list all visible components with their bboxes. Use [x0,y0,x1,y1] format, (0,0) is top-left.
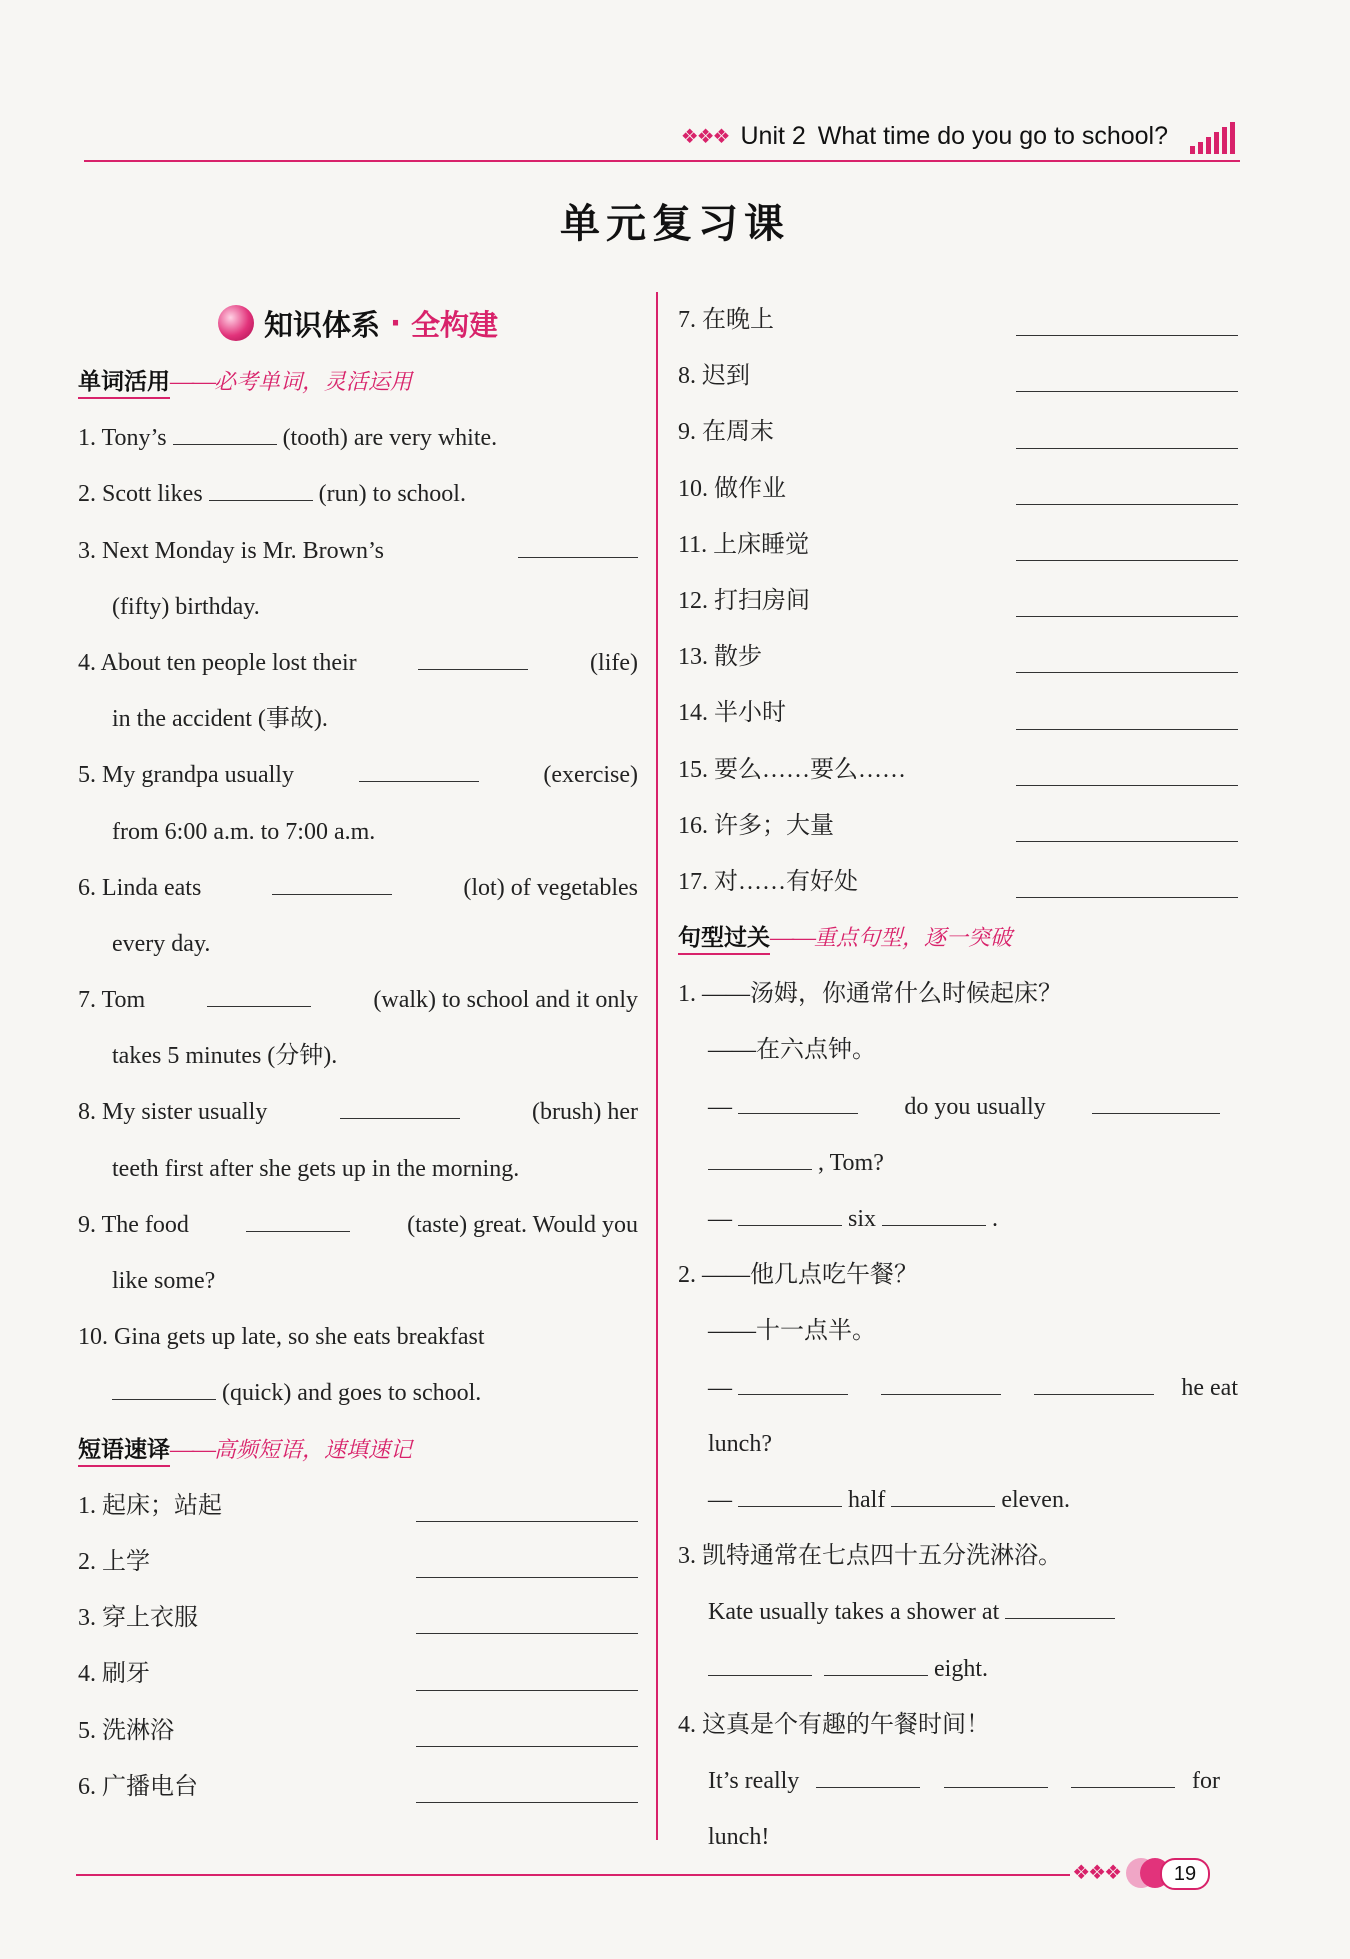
unit-label: Unit 2 [740,122,806,150]
answer-blank[interactable] [1092,1085,1220,1114]
answer-blank[interactable] [738,1478,842,1507]
answer-blank[interactable] [882,1197,986,1226]
diamond-arrows-icon: ❖❖❖ [1072,1862,1120,1884]
phrase-item: 10. 做作业 [678,461,1238,517]
answer-blank[interactable] [209,472,313,501]
phrase-item: 12. 打扫房间 [678,573,1238,629]
answer-blank[interactable] [1071,1759,1175,1788]
sentences-section-tag: 重点句型，逐一突破 [814,926,1013,952]
answer-blank[interactable] [112,1371,216,1400]
answer-line[interactable] [416,1690,638,1691]
sentence-2-en-a: — half eleven. [678,1472,1238,1528]
sentence-1-cn-a: ——在六点钟。 [708,1037,876,1064]
answer-line[interactable] [1016,391,1238,392]
phrase-item: 14. 半小时 [678,685,1238,741]
sentence-3-cn: 3. 凯特通常在七点四十五分洗淋浴。 [678,1543,1062,1570]
answer-line[interactable] [1016,672,1238,673]
answer-line[interactable] [1016,504,1238,505]
answer-blank[interactable] [891,1478,995,1507]
word-question-6-cont: every day. [112,930,211,957]
sentence-1-en-q: — do you usually [678,1079,1238,1135]
answer-blank[interactable] [738,1085,858,1114]
sentences-section-label: 句型过关 [678,925,770,955]
page-footer [76,1856,1240,1896]
footer-rule [76,1874,1070,1876]
page-number-badge [1126,1858,1206,1888]
sentence-4-cn: 4. 这真是个有趣的午餐时间！ [678,1711,990,1738]
answer-line[interactable] [1016,841,1238,842]
sentence-1-en-a: — six . [678,1191,1238,1247]
right-column [678,292,1238,1865]
phrase-item: 17. 对……有好处 [678,854,1238,910]
left-column [78,292,638,1815]
phrases-section-heading: 短语速译——高频短语，速填速记 [78,1422,638,1478]
sentence-3-en: Kate usually takes a shower at [678,1584,1238,1640]
sentence-4-en-cont: lunch! [708,1824,770,1851]
word-question-9-cont: like some? [112,1268,216,1294]
sentence-2-en-q-cont: lunch? [708,1430,772,1457]
answer-blank[interactable] [173,416,277,445]
unit-title: What time do you go to school? [817,122,1168,150]
diamond-arrows-icon: ❖❖❖ [680,126,729,148]
answer-line[interactable] [1016,335,1238,336]
word-question-10: 10. Gina gets up late, so she eats breakfast [78,1324,485,1351]
answer-blank[interactable] [708,1647,812,1676]
answer-blank[interactable] [816,1759,920,1788]
answer-line[interactable] [416,1802,638,1803]
phrase-item: 11. 上床睡觉 [678,517,1238,573]
page-header [84,118,1240,162]
banner-dot: · [389,306,402,340]
answer-line[interactable] [1016,897,1238,898]
pink-ball-icon [218,305,254,341]
word-question-1: 1. Tony’s (tooth) are very white. [78,410,638,466]
answer-blank[interactable] [944,1759,1048,1788]
answer-blank[interactable] [824,1647,928,1676]
answer-line[interactable] [1016,448,1238,449]
phrases-section-label: 短语速译 [78,1437,170,1467]
phrase-item: 4. 刷牙 [78,1646,638,1702]
answer-blank[interactable] [881,1366,1001,1395]
phrase-item: 9. 在周末 [678,404,1238,460]
answer-line[interactable] [1016,560,1238,561]
answer-blank[interactable] [738,1197,842,1226]
bar-steps-icon [1188,120,1240,156]
answer-blank[interactable] [708,1141,812,1170]
phrase-item: 1. 起床；站起 [78,1478,638,1534]
sentence-2-en-q: — he eat [678,1360,1238,1416]
answer-line[interactable] [416,1746,638,1747]
sentence-3-en-cont: eight. [678,1641,1238,1697]
banner-title-b: 全构建 [411,307,499,342]
sentence-2-cn-q: 2. ——他几点吃午餐？ [678,1262,918,1289]
answer-blank[interactable] [340,1090,460,1119]
words-section-label: 单词活用 [78,369,170,399]
phrase-item: 2. 上学 [78,1534,638,1590]
word-question-4-cont: in the accident (事故). [112,706,328,733]
answer-blank[interactable] [246,1203,350,1232]
section-banner [78,292,638,354]
phrase-item: 13. 散步 [678,629,1238,685]
page-title: 单元复习课 [560,200,790,247]
page-number: 19 [1160,1858,1210,1890]
phrase-item: 3. 穿上衣服 [78,1590,638,1646]
answer-line[interactable] [1016,785,1238,786]
header-title [681,122,1168,151]
word-question-3-cont: (fifty) birthday. [112,593,260,620]
phrases-section-tag: 高频短语，速填速记 [214,1437,413,1463]
words-section-heading: 单词活用——必考单词，灵活运用 [78,354,638,410]
phrase-item: 15. 要么……要么…… [678,742,1238,798]
word-question-4: 4. About ten people lost their (life) [78,635,638,691]
phrase-item: 8. 迟到 [678,348,1238,404]
sentence-2-cn-a: ——十一点半。 [708,1318,876,1345]
answer-blank[interactable] [418,641,528,670]
answer-blank[interactable] [359,753,479,782]
phrase-item: 16. 许多；大量 [678,798,1238,854]
word-question-8: 8. My sister usually (brush) her [78,1084,638,1140]
word-question-7-cont: takes 5 minutes (分钟). [112,1043,338,1070]
answer-blank[interactable] [518,529,638,558]
sentence-4-en: It’s really for [678,1753,1238,1809]
word-question-5: 5. My grandpa usually (exercise) [78,747,638,803]
word-question-3: 3. Next Monday is Mr. Brown’s [78,523,638,579]
word-question-10-cont: (quick) and goes to school. [78,1365,638,1421]
banner-title-a: 知识体系 [263,307,380,342]
phrase-item: 6. 广播电台 [78,1759,638,1815]
phrase-item: 5. 洗淋浴 [78,1703,638,1759]
sentence-1-en-q-cont: , Tom? [678,1135,1238,1191]
word-question-2: 2. Scott likes (run) to school. [78,466,638,522]
header-rule [84,160,1240,162]
column-divider [656,292,658,1840]
answer-line[interactable] [416,1577,638,1578]
answer-line[interactable] [416,1633,638,1634]
sentence-1-cn-q: 1. ——汤姆，你通常什么时候起床？ [678,981,1062,1008]
answer-line[interactable] [416,1521,638,1522]
words-section-tag: 必考单词，灵活运用 [214,370,413,395]
word-question-9: 9. The food (taste) great. Would you [78,1197,638,1253]
answer-blank[interactable] [272,866,392,895]
sentences-section-heading: 句型过关——重点句型，逐一突破 [678,910,1238,966]
word-question-6: 6. Linda eats (lot) of vegetables [78,860,638,916]
answer-line[interactable] [1016,616,1238,617]
answer-blank[interactable] [207,978,311,1007]
phrase-item: 7. 在晚上 [678,292,1238,348]
answer-blank[interactable] [1005,1590,1115,1619]
word-question-7: 7. Tom (walk) to school and it only [78,972,638,1028]
answer-line[interactable] [1016,729,1238,730]
word-question-8-cont: teeth first after she gets up in the morning. [112,1155,520,1182]
answer-blank[interactable] [1034,1366,1154,1395]
answer-blank[interactable] [738,1366,848,1395]
word-question-5-cont: from 6:00 a.m. to 7:00 a.m. [112,818,376,845]
